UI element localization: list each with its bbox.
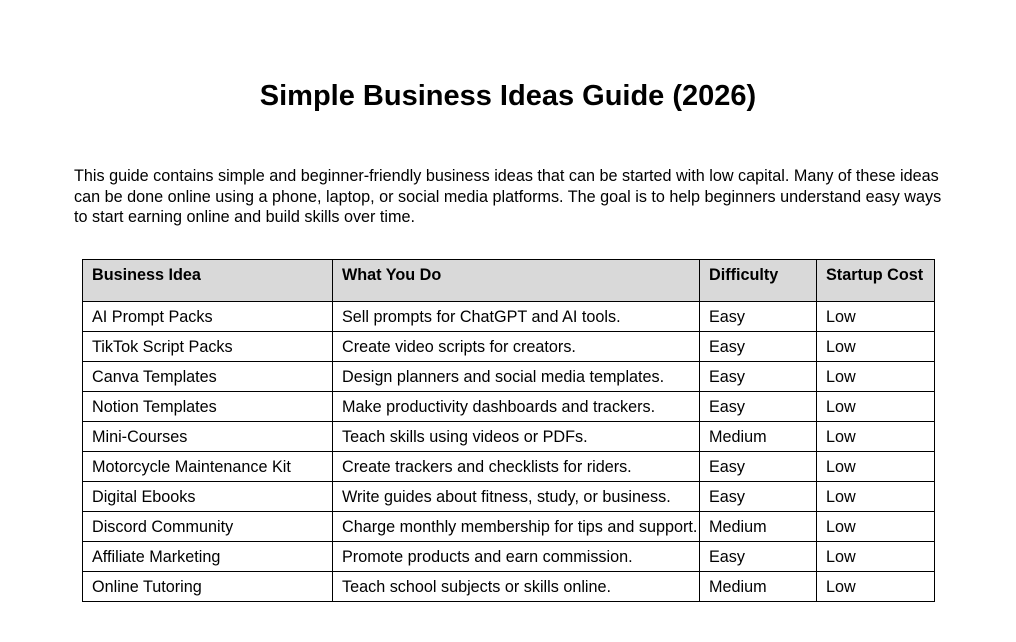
cell-difficulty: Medium (700, 422, 817, 452)
cell-difficulty: Easy (700, 452, 817, 482)
cell-startup-cost: Low (817, 332, 935, 362)
cell-what-you-do: Teach school subjects or skills online. (333, 572, 700, 602)
cell-startup-cost: Low (817, 482, 935, 512)
cell-startup-cost: Low (817, 512, 935, 542)
cell-startup-cost: Low (817, 362, 935, 392)
table-row (83, 452, 935, 482)
cell-what-you-do: Write guides about fitness, study, or business. (333, 482, 700, 512)
cell-business-idea: Notion Templates (83, 392, 333, 422)
cell-what-you-do: Create trackers and checklists for riders. (333, 452, 700, 482)
cell-business-idea: Affiliate Marketing (83, 542, 333, 572)
cell-difficulty: Easy (700, 482, 817, 512)
cell-what-you-do: Teach skills using videos or PDFs. (333, 422, 700, 452)
cell-business-idea: Online Tutoring (83, 572, 333, 602)
table-row (83, 422, 935, 452)
cell-difficulty: Medium (700, 572, 817, 602)
business-ideas-table (82, 259, 935, 602)
cell-difficulty: Easy (700, 392, 817, 422)
document-title: Simple Business Ideas Guide (2026) (259, 80, 757, 112)
header-business-idea: Business Idea (83, 260, 333, 302)
header-startup-cost: Startup Cost (817, 260, 935, 302)
cell-business-idea: Digital Ebooks (83, 482, 333, 512)
cell-business-idea: AI Prompt Packs (83, 302, 333, 332)
cell-business-idea: Motorcycle Maintenance Kit (83, 452, 333, 482)
cell-startup-cost: Low (817, 542, 935, 572)
cell-what-you-do: Make productivity dashboards and trackers. (333, 392, 700, 422)
table-row (83, 572, 935, 602)
cell-business-idea: Mini-Courses (83, 422, 333, 452)
cell-startup-cost: Low (817, 392, 935, 422)
intro-paragraph: This guide contains simple and beginner-friendly business ideas that can be started with low capital. Many of these ideas can be done online using a phone, laptop, or social media platforms. The goal is to help beginners understand easy ways to start earning online and build skills over time. (74, 167, 942, 226)
table-row (83, 332, 935, 362)
cell-startup-cost: Low (817, 572, 935, 602)
cell-what-you-do: Create video scripts for creators. (333, 332, 700, 362)
cell-startup-cost: Low (817, 302, 935, 332)
cell-difficulty: Easy (700, 302, 817, 332)
table-header-row (83, 260, 935, 302)
table-row (83, 362, 935, 392)
cell-business-idea: TikTok Script Packs (83, 332, 333, 362)
header-difficulty: Difficulty (700, 260, 817, 302)
cell-difficulty: Medium (700, 512, 817, 542)
table-row (83, 302, 935, 332)
cell-what-you-do: Charge monthly membership for tips and support. (333, 512, 700, 542)
cell-what-you-do: Sell prompts for ChatGPT and AI tools. (333, 302, 700, 332)
cell-what-you-do: Promote products and earn commission. (333, 542, 700, 572)
cell-what-you-do: Design planners and social media templates. (333, 362, 700, 392)
table-row (83, 392, 935, 422)
table-row (83, 542, 935, 572)
cell-business-idea: Discord Community (83, 512, 333, 542)
cell-startup-cost: Low (817, 422, 935, 452)
cell-difficulty: Easy (700, 542, 817, 572)
cell-startup-cost: Low (817, 452, 935, 482)
table-row (83, 512, 935, 542)
cell-business-idea: Canva Templates (83, 362, 333, 392)
cell-difficulty: Easy (700, 332, 817, 362)
header-what-you-do: What You Do (333, 260, 700, 302)
cell-difficulty: Easy (700, 362, 817, 392)
table-row (83, 482, 935, 512)
